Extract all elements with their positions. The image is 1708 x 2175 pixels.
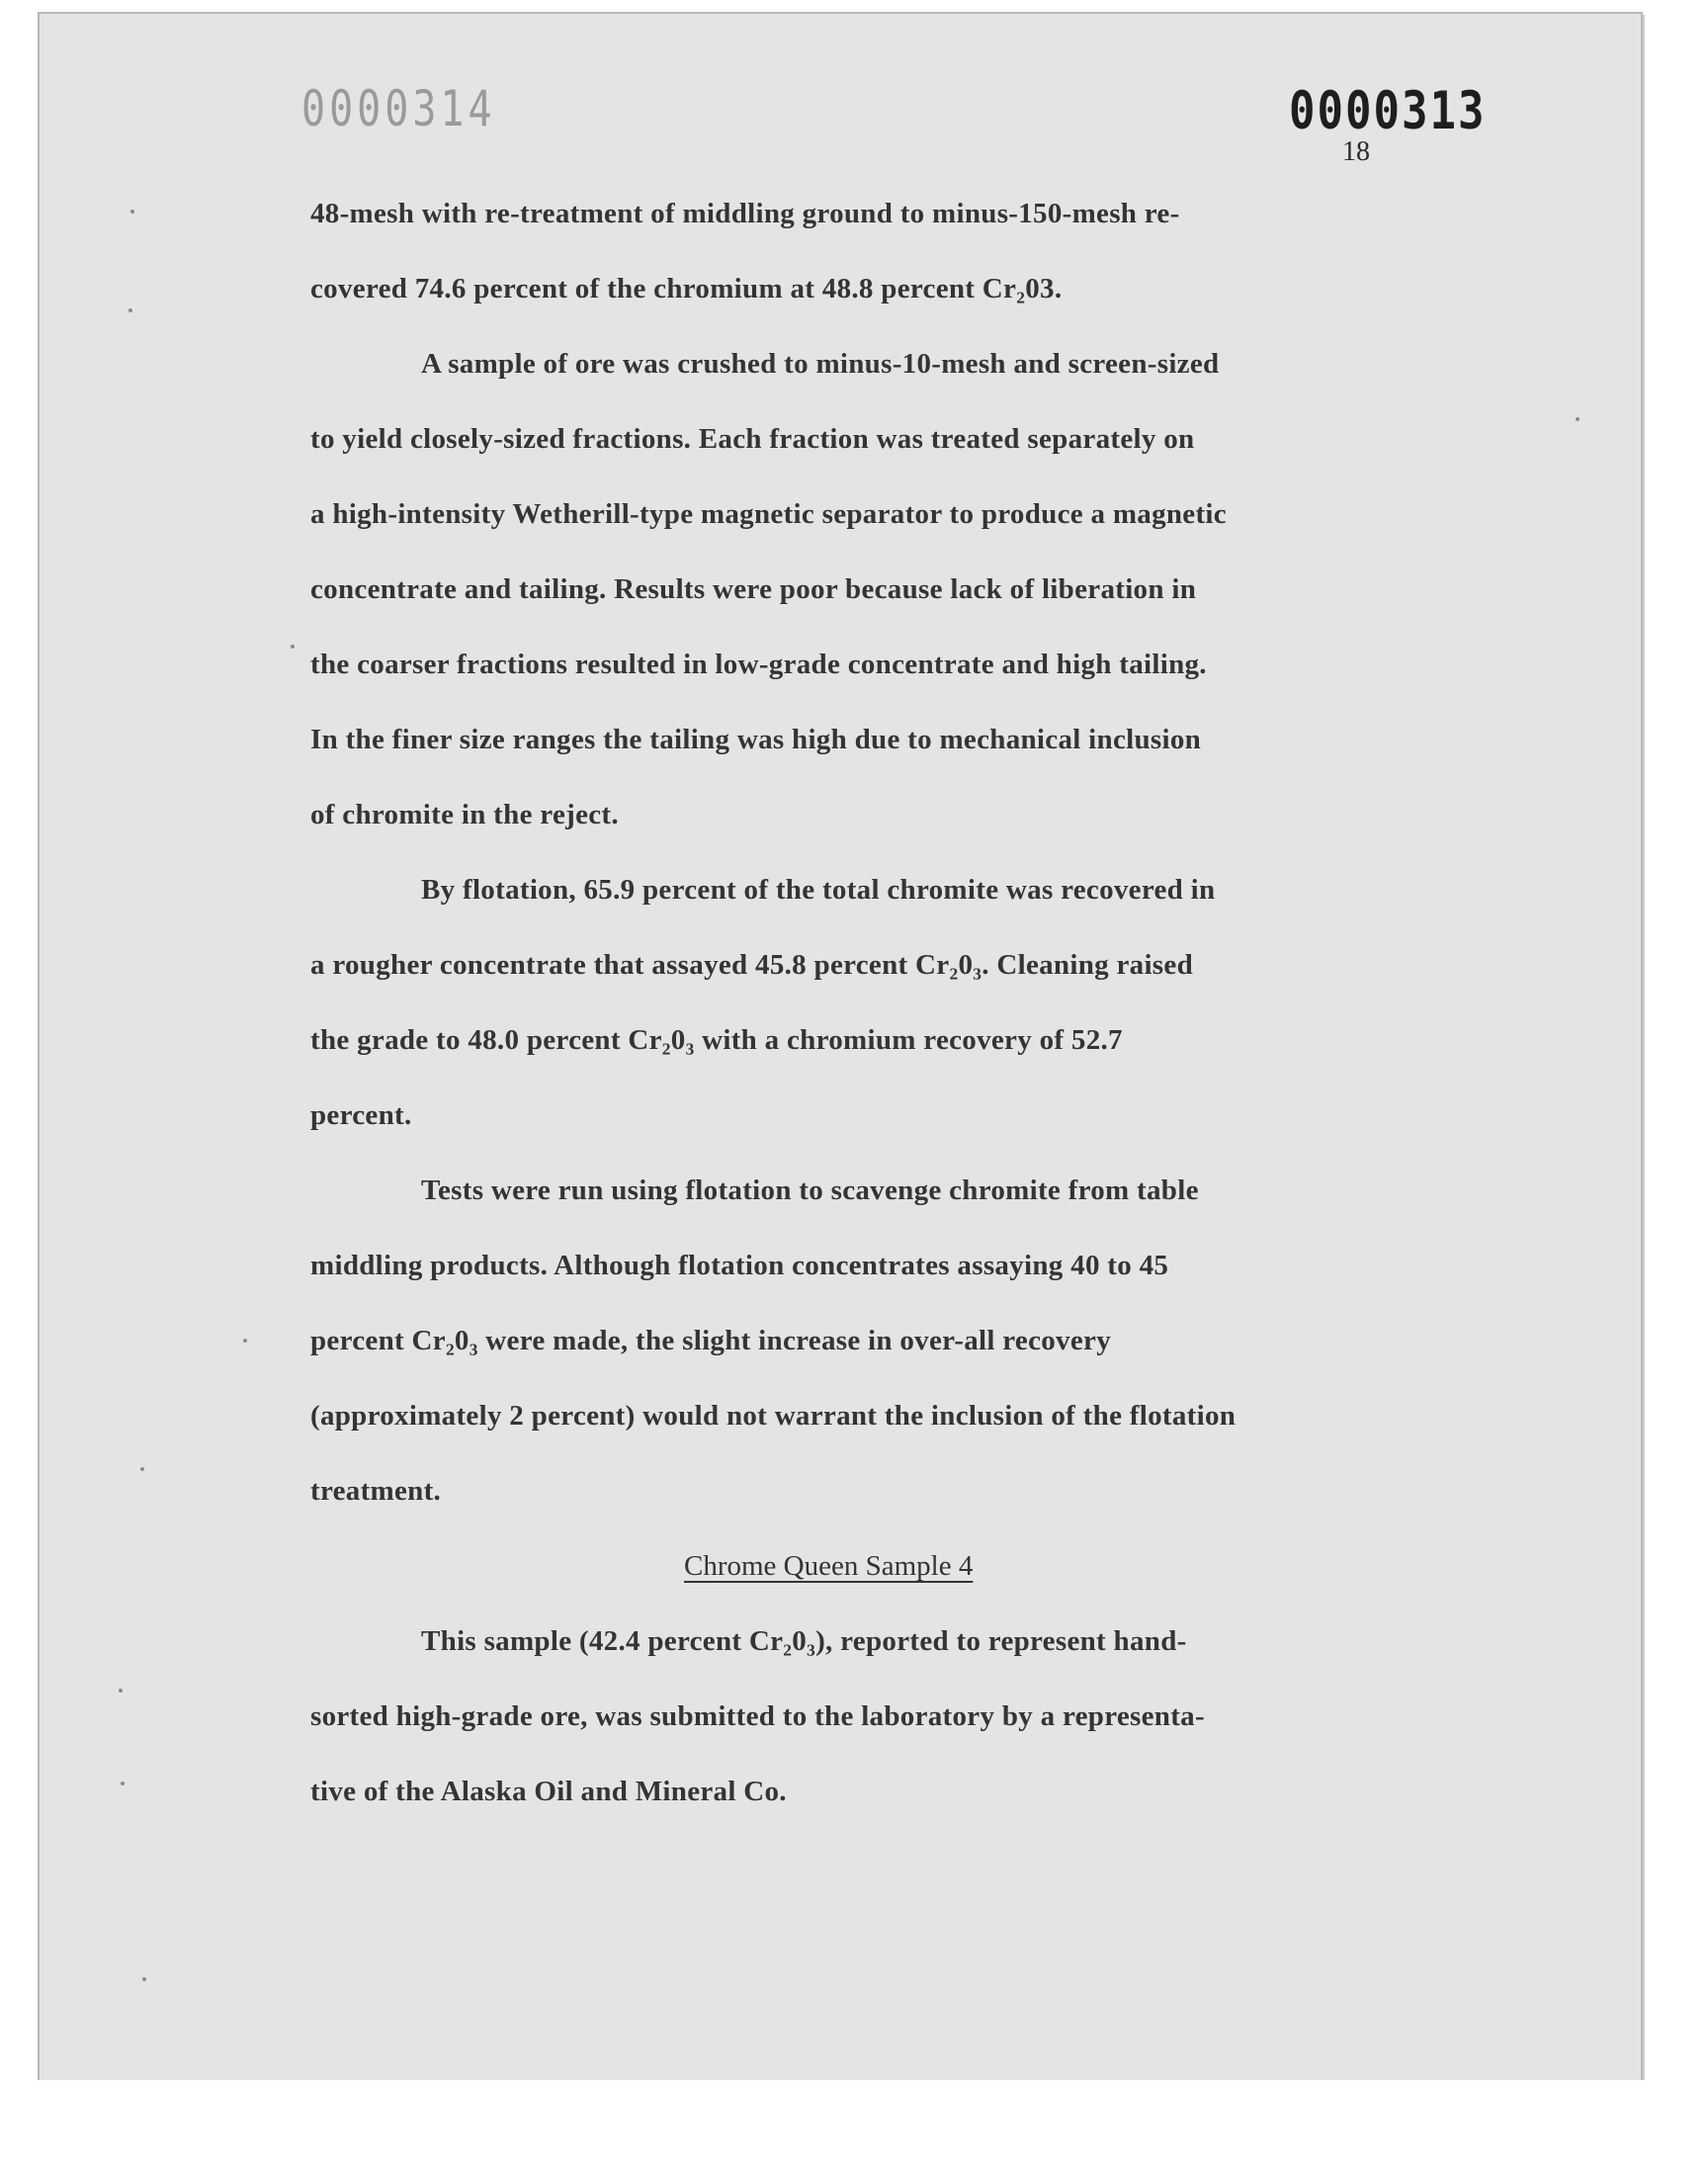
page-bottom-margin [38,2080,1708,2175]
paragraph-start-line: By flotation, 65.9 percent of the total chromite was recovered in [421,874,1216,906]
body-line: a rougher concentrate that assayed 45.8 percent Cr₂0₃. Cleaning raised [310,949,1193,981]
body-line: 48-mesh with re-treatment of middling ground to minus-150-mesh re- [310,198,1180,229]
paragraph-start-line: This sample (42.4 percent Cr₂0₃), reported to represent hand- [421,1625,1187,1657]
body-line: tive of the Alaska Oil and Mineral Co. [310,1776,787,1807]
scan-speck [142,1977,146,1981]
paragraph-start-line: A sample of ore was crushed to minus-10-mesh and screen-sized [421,348,1220,380]
body-line: (approximately 2 percent) would not warrant the inclusion of the flotation [310,1400,1237,1432]
paragraph-start-line: Tests were run using flotation to scavenge chromite from table [421,1174,1199,1206]
scan-speck [128,308,132,312]
scan-speck [291,645,295,649]
body-line: percent. [310,1099,412,1131]
body-line: covered 74.6 percent of the chromium at 48.8 percent Cr₂03. [310,273,1063,304]
scan-speck [243,1339,247,1343]
scan-speck [119,1689,123,1693]
body-line: treatment. [310,1475,442,1507]
scan-speck [121,1782,125,1785]
section-heading: Chrome Queen Sample 4 [684,1550,974,1582]
body-line: the grade to 48.0 percent Cr₂0₃ with a chromium recovery of 52.7 [310,1024,1123,1056]
body-line: percent Cr₂0₃ were made, the slight increase in over-all recovery [310,1325,1112,1356]
body-line: concentrate and tailing. Results were poor because lack of liberation in [310,573,1197,605]
scan-speck [140,1467,144,1471]
body-line: In the finer size ranges the tailing was high due to mechanical inclusion [310,724,1202,755]
body-line: to yield closely-sized fractions. Each fraction was treated separately on [310,423,1195,455]
bates-number-mirrored: 0000314 [301,81,496,138]
scan-speck [1576,417,1580,421]
page-number: 18 [1342,136,1370,167]
body-line: the coarser fractions resulted in low-grade concentrate and high tailing. [310,649,1207,680]
body-line: middling products. Although flotation concentrates assaying 40 to 45 [310,1250,1169,1281]
scan-speck [130,210,134,214]
body-line: sorted high-grade ore, was submitted to the laboratory by a representa- [310,1700,1205,1732]
body-line: a high-intensity Wetherill-type magnetic separator to produce a magnetic [310,498,1227,530]
body-line: of chromite in the reject. [310,799,619,830]
bates-number: 0000313 [1289,81,1487,142]
